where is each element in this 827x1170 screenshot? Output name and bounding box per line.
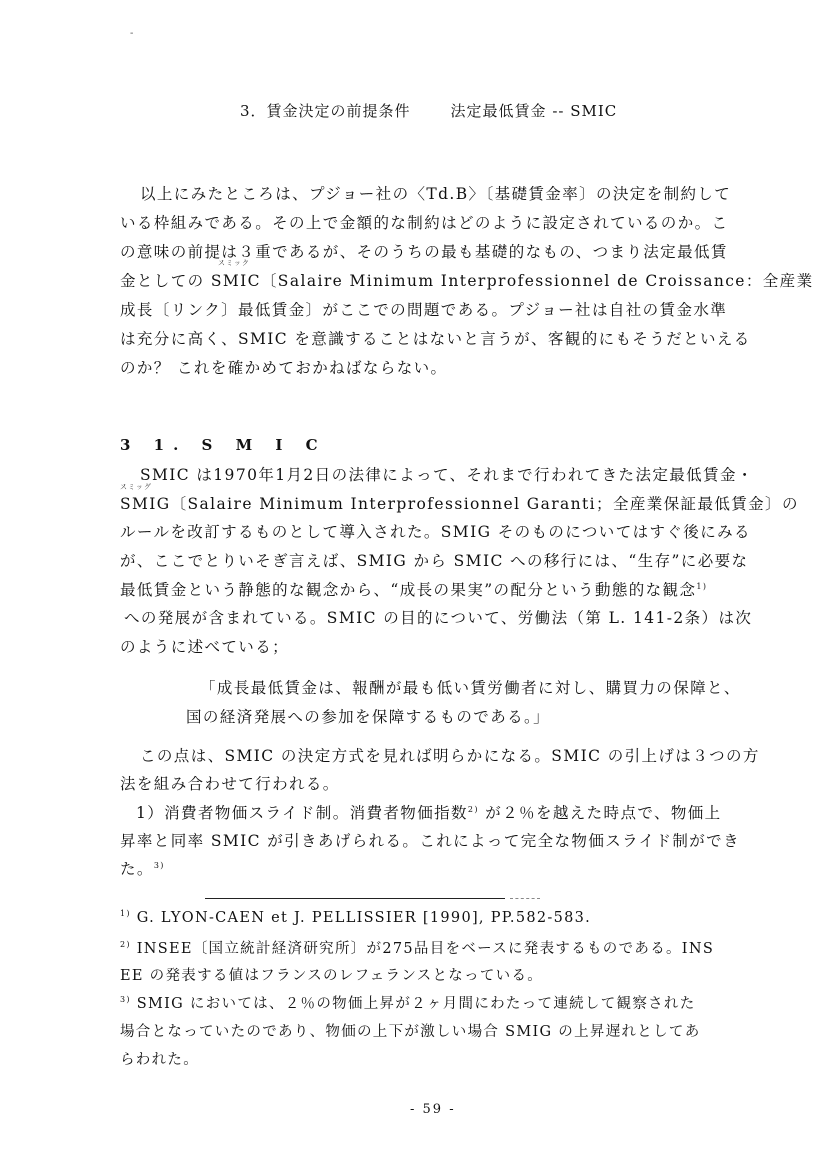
footnote-1-text: G. LYON-CAEN et J. PELLISSIER [1990], PP.582-583. (136, 909, 592, 926)
footnote-2-line-2: EE の発表する値はフランスのレフェランスとなっている。 (120, 968, 544, 984)
footnote-ref-1: 1) (696, 581, 708, 591)
footnote-3-line-3: らわれた。 (120, 1052, 199, 1068)
section-line-4: が、ここでとりいそぎ言えば、SMIG から SMIC への移行には、“生存”に必要な (120, 552, 749, 570)
item1-line-3-text: た。 (120, 860, 154, 878)
intro-line-7: のか？ これを確かめておかねばならない。 (120, 359, 448, 377)
item1-line-1 (136, 801, 722, 823)
item1-line-2: 昇率と同率 SMIC が引きあげられる。これによって完全な物価スライド制ができ (120, 832, 740, 850)
section-line-2: SMIG〔Salaire Minimum Interprofessionnel Garanti；全産業保証最低賃金〕の (120, 495, 799, 513)
intro-line-3: の意味の前提は３重であるが、そのうちの最も基礎的なもの、つまり法定最低賃 (120, 243, 728, 261)
intro-line-2: いる枠組みである。その上で金額的な制約はどのように設定されているのか。こ (120, 214, 729, 232)
footnote-3-text-1: SMIG においては、２％の物価上昇が２ヶ月間にわたって連続して観察された (136, 996, 696, 1012)
quote-line-1: 「成長最低賃金は、報酬が最も低い賃労働者に対し、購買力の保障と、 (200, 679, 741, 697)
section-line-1: SMIC は1970年1月2日の法律によって、それまで行われてきた法定最低賃金・ (140, 466, 754, 484)
margin-mark: - (130, 28, 134, 39)
para2-line-2: 法を組み合わせて行われる。 (120, 775, 340, 793)
section-heading: 3 1. S M I C (120, 436, 327, 454)
section-line-6: への発展が含まれている。SMIC の目的について、労働法（第 L. 141-2条）は次 (124, 609, 753, 627)
footnote-separator (205, 898, 505, 899)
footnote-1 (120, 909, 591, 926)
footnote-ref-3: 3) (153, 860, 165, 870)
footnote-3-line-2: 場合となっていたのであり、物価の上下が激しい場合 SMIG の上昇遅れとしてあ (120, 1024, 701, 1040)
footnote-1-mark: 1) (120, 909, 131, 918)
title-part-2: 法定最低賃金 -- SMIC (450, 102, 618, 120)
title-part-1: 3．賃金決定の前提条件 (240, 102, 411, 120)
para2-line-1: この点は、SMIC の決定方式を見れば明らかになる。SMIC の引上げは３つの方 (140, 747, 760, 765)
quote-line-2: 国の経済発展への参加を保障するものである。」 (186, 708, 551, 726)
section-line-5-text: 最低賃金という静態的な観念から、“成長の果実”の配分という動態的な観念 (120, 581, 697, 599)
section-line-3: ルールを改訂するものとして導入された。SMIG そのものについてはすぐ後にみる (120, 523, 751, 541)
footnote-ref-2: 2) (467, 804, 479, 814)
footnote-3 (120, 992, 696, 1013)
smic-ruby: スミック (218, 259, 250, 267)
intro-line-6: は充分に高く、SMIC を意識することはないと言うが、客観的にもそうだといえる (120, 330, 751, 348)
item1-line-3 (120, 857, 165, 879)
page-title (240, 100, 617, 121)
footnote-2-mark: 2) (120, 940, 131, 950)
intro-line-4: 金としての SMIC〔Salaire Minimum Interprofessionnel de Croissance：全産業 (120, 272, 814, 290)
footnote-3-mark: 3) (120, 995, 131, 1005)
smig-ruby: スミッグ (120, 483, 152, 491)
item1-line-1b: が２％を越えた時点で、物価上 (478, 804, 722, 822)
footnote-2-text-1: INSEE〔国立統計経済研究所〕が275品目をベースに発表するものである。INS (136, 941, 715, 957)
footnote-2 (120, 937, 714, 958)
section-line-7: のように述べている； (120, 638, 290, 656)
footnote-separator-dots (510, 898, 540, 899)
page-number: - 59 - (410, 1102, 456, 1117)
intro-line-1: 以上にみたところは、プジョー社の〈Td.B〉〔基礎賃金率〕の決定を制約して (140, 185, 732, 203)
intro-line-5: 成長〔リンク〕最低賃金〕がここでの問題である。プジョー社は自社の賃金水準 (120, 301, 728, 319)
item1-line-1a: 1）消費者物価スライド制。消費者物価指数 (136, 804, 468, 822)
section-line-5 (120, 578, 707, 600)
